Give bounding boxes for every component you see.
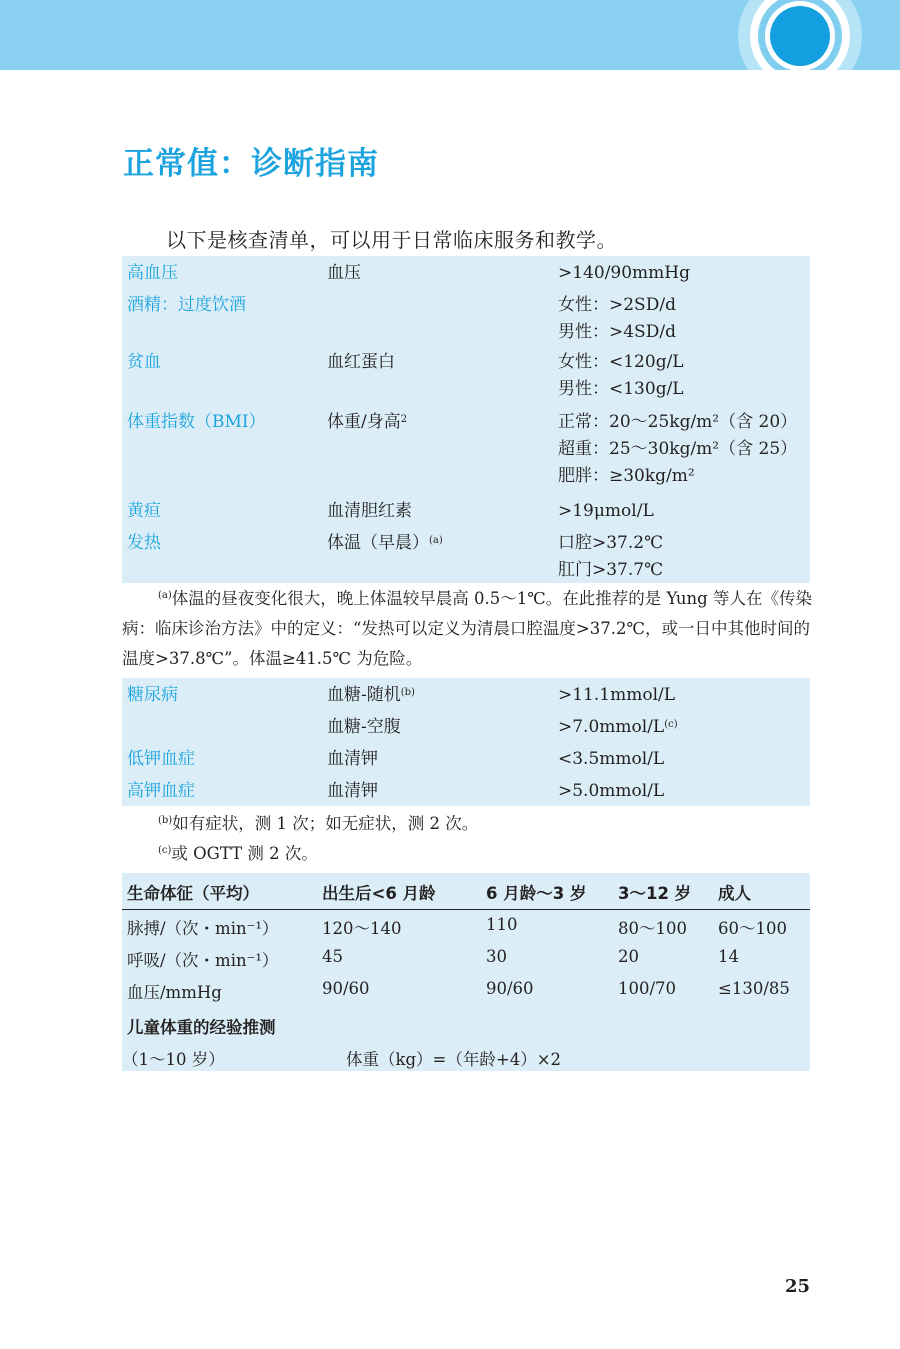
weight-estimate-title: 儿童体重的经验推测: [127, 1018, 276, 1037]
threshold-value: 肛门>37.7℃: [558, 560, 664, 580]
footnote-marker: (c): [664, 719, 678, 730]
measure-label: 血清钾: [327, 749, 378, 769]
table-row: [122, 911, 810, 943]
threshold-value: <3.5mmol/L: [558, 749, 665, 769]
table-row: [122, 943, 810, 975]
threshold-value: 超重：25～30kg/m²（含 25）: [558, 439, 798, 459]
table-row: [122, 345, 810, 405]
threshold-value: 女性：<120g/L: [558, 352, 684, 372]
table-row: [122, 256, 810, 288]
column-header: 出生后<6 月龄: [322, 884, 436, 903]
threshold-value: >140/90mmHg: [558, 263, 690, 283]
measure-label: 血红蛋白: [327, 352, 395, 372]
footnote-c: [158, 839, 808, 869]
threshold-value: 口腔>37.2℃: [558, 533, 664, 553]
table-cell: 90/60: [322, 979, 370, 998]
condition-label: 体重指数（BMI）: [127, 412, 266, 432]
footnote-a: [122, 584, 812, 674]
column-header: 成人: [718, 884, 751, 903]
footnote-marker: (b): [158, 815, 173, 826]
table-row: [122, 742, 810, 774]
condition-label: 糖尿病: [127, 685, 178, 705]
table-cell: 30: [486, 947, 507, 966]
measure-label: 血清钾: [327, 781, 378, 801]
footnote-text: 如有症状，测 1 次；如无症状，测 2 次。: [172, 814, 479, 833]
table-cell: 90/60: [486, 979, 534, 998]
measure-label: 血糖-空腹: [327, 717, 401, 737]
weight-estimate-formula: 体重（kg）=（年龄+4）×2: [346, 1050, 562, 1069]
threshold-value: 女性：>2SD/d: [558, 295, 676, 315]
measure-label: 体温（早晨）: [327, 533, 429, 553]
table-cell: 120～140: [322, 919, 402, 938]
threshold-value: 男性：>4SD/d: [558, 322, 676, 342]
circle-decoration-icon: [0, 0, 900, 90]
measure-label: 血压: [327, 263, 361, 283]
table-row: [122, 288, 810, 345]
condition-label: 高钾血症: [127, 781, 195, 801]
intro-text: 以下是核查清单，可以用于日常临床服务和教学。: [166, 228, 617, 252]
threshold-value: 正常：20～25kg/m²（含 20）: [558, 412, 798, 432]
threshold-value: >5.0mmol/L: [558, 781, 665, 801]
table-header-row: [122, 873, 810, 910]
table-cell: 14: [718, 947, 739, 966]
condition-label: 酒精：过度饮酒: [127, 295, 246, 315]
table-cell: 80～100: [618, 919, 687, 938]
threshold-value: 肥胖：≥30kg/m²: [558, 466, 695, 486]
superscript: 2: [400, 414, 408, 425]
diagnosis-table-2: [122, 678, 810, 806]
table-cell: 110: [486, 915, 518, 934]
table-cell: 20: [618, 947, 639, 966]
table-row: [122, 526, 810, 583]
vital-signs-table: [122, 873, 810, 1071]
footnote-b: [158, 809, 808, 839]
diagnosis-table-1: [122, 256, 810, 583]
table-cell: 100/70: [618, 979, 677, 998]
table-row: [122, 710, 810, 742]
footnote-text: 或 OGTT 测 2 次。: [171, 844, 318, 863]
measure-label: 血糖-随机: [327, 685, 401, 705]
column-header: 生命体征（平均）: [127, 884, 259, 903]
threshold-value: >11.1mmol/L: [558, 685, 676, 705]
footnote-marker: (b): [400, 687, 415, 698]
column-header: 6 月龄～3 岁: [486, 884, 587, 903]
row-label: 脉搏/（次・min⁻¹）: [127, 919, 279, 938]
condition-label: 低钾血症: [127, 749, 195, 769]
table-cell: ≤130/85: [718, 979, 790, 998]
page-title: 正常值：诊断指南: [123, 146, 379, 182]
row-label: 呼吸/（次・min⁻¹）: [127, 951, 279, 970]
footnote-marker: (a): [429, 535, 443, 546]
threshold-value: >7.0mmol/L: [558, 717, 665, 737]
measure-label: 体重/身高: [327, 412, 401, 432]
weight-estimate-age: （1～10 岁）: [122, 1050, 225, 1069]
page-number: 25: [784, 1276, 810, 1297]
threshold-value: >19μmol/L: [558, 501, 654, 521]
table-row: [122, 494, 810, 526]
column-header: 3～12 岁: [618, 884, 692, 903]
threshold-value: 男性：<130g/L: [558, 379, 684, 399]
table-row: [122, 774, 810, 806]
measure-label: 血清胆红素: [327, 501, 412, 521]
row-label: 血压/mmHg: [127, 983, 222, 1002]
footnote-text: 体温的昼夜变化很大，晚上体温较早晨高 0.5～1℃。在此推荐的是 Yung 等人在《传染病：临床诊治方法》中的定义：“发热可以定义为清晨口腔温度>37.2℃，或一日中其他时间的温度>37.8℃”。体温≥41.5℃ 为危险。: [122, 589, 812, 668]
condition-label: 发热: [127, 533, 161, 553]
table-row: [122, 975, 810, 1007]
table-cell: 45: [322, 947, 343, 966]
table-row: [122, 678, 810, 710]
condition-label: 高血压: [127, 263, 178, 283]
footnote-marker: (c): [158, 845, 172, 856]
table-row: [122, 405, 810, 494]
table-cell: 60～100: [718, 919, 787, 938]
condition-label: 黄疸: [127, 501, 161, 521]
condition-label: 贫血: [127, 352, 161, 372]
footnote-marker: (a): [158, 590, 172, 601]
